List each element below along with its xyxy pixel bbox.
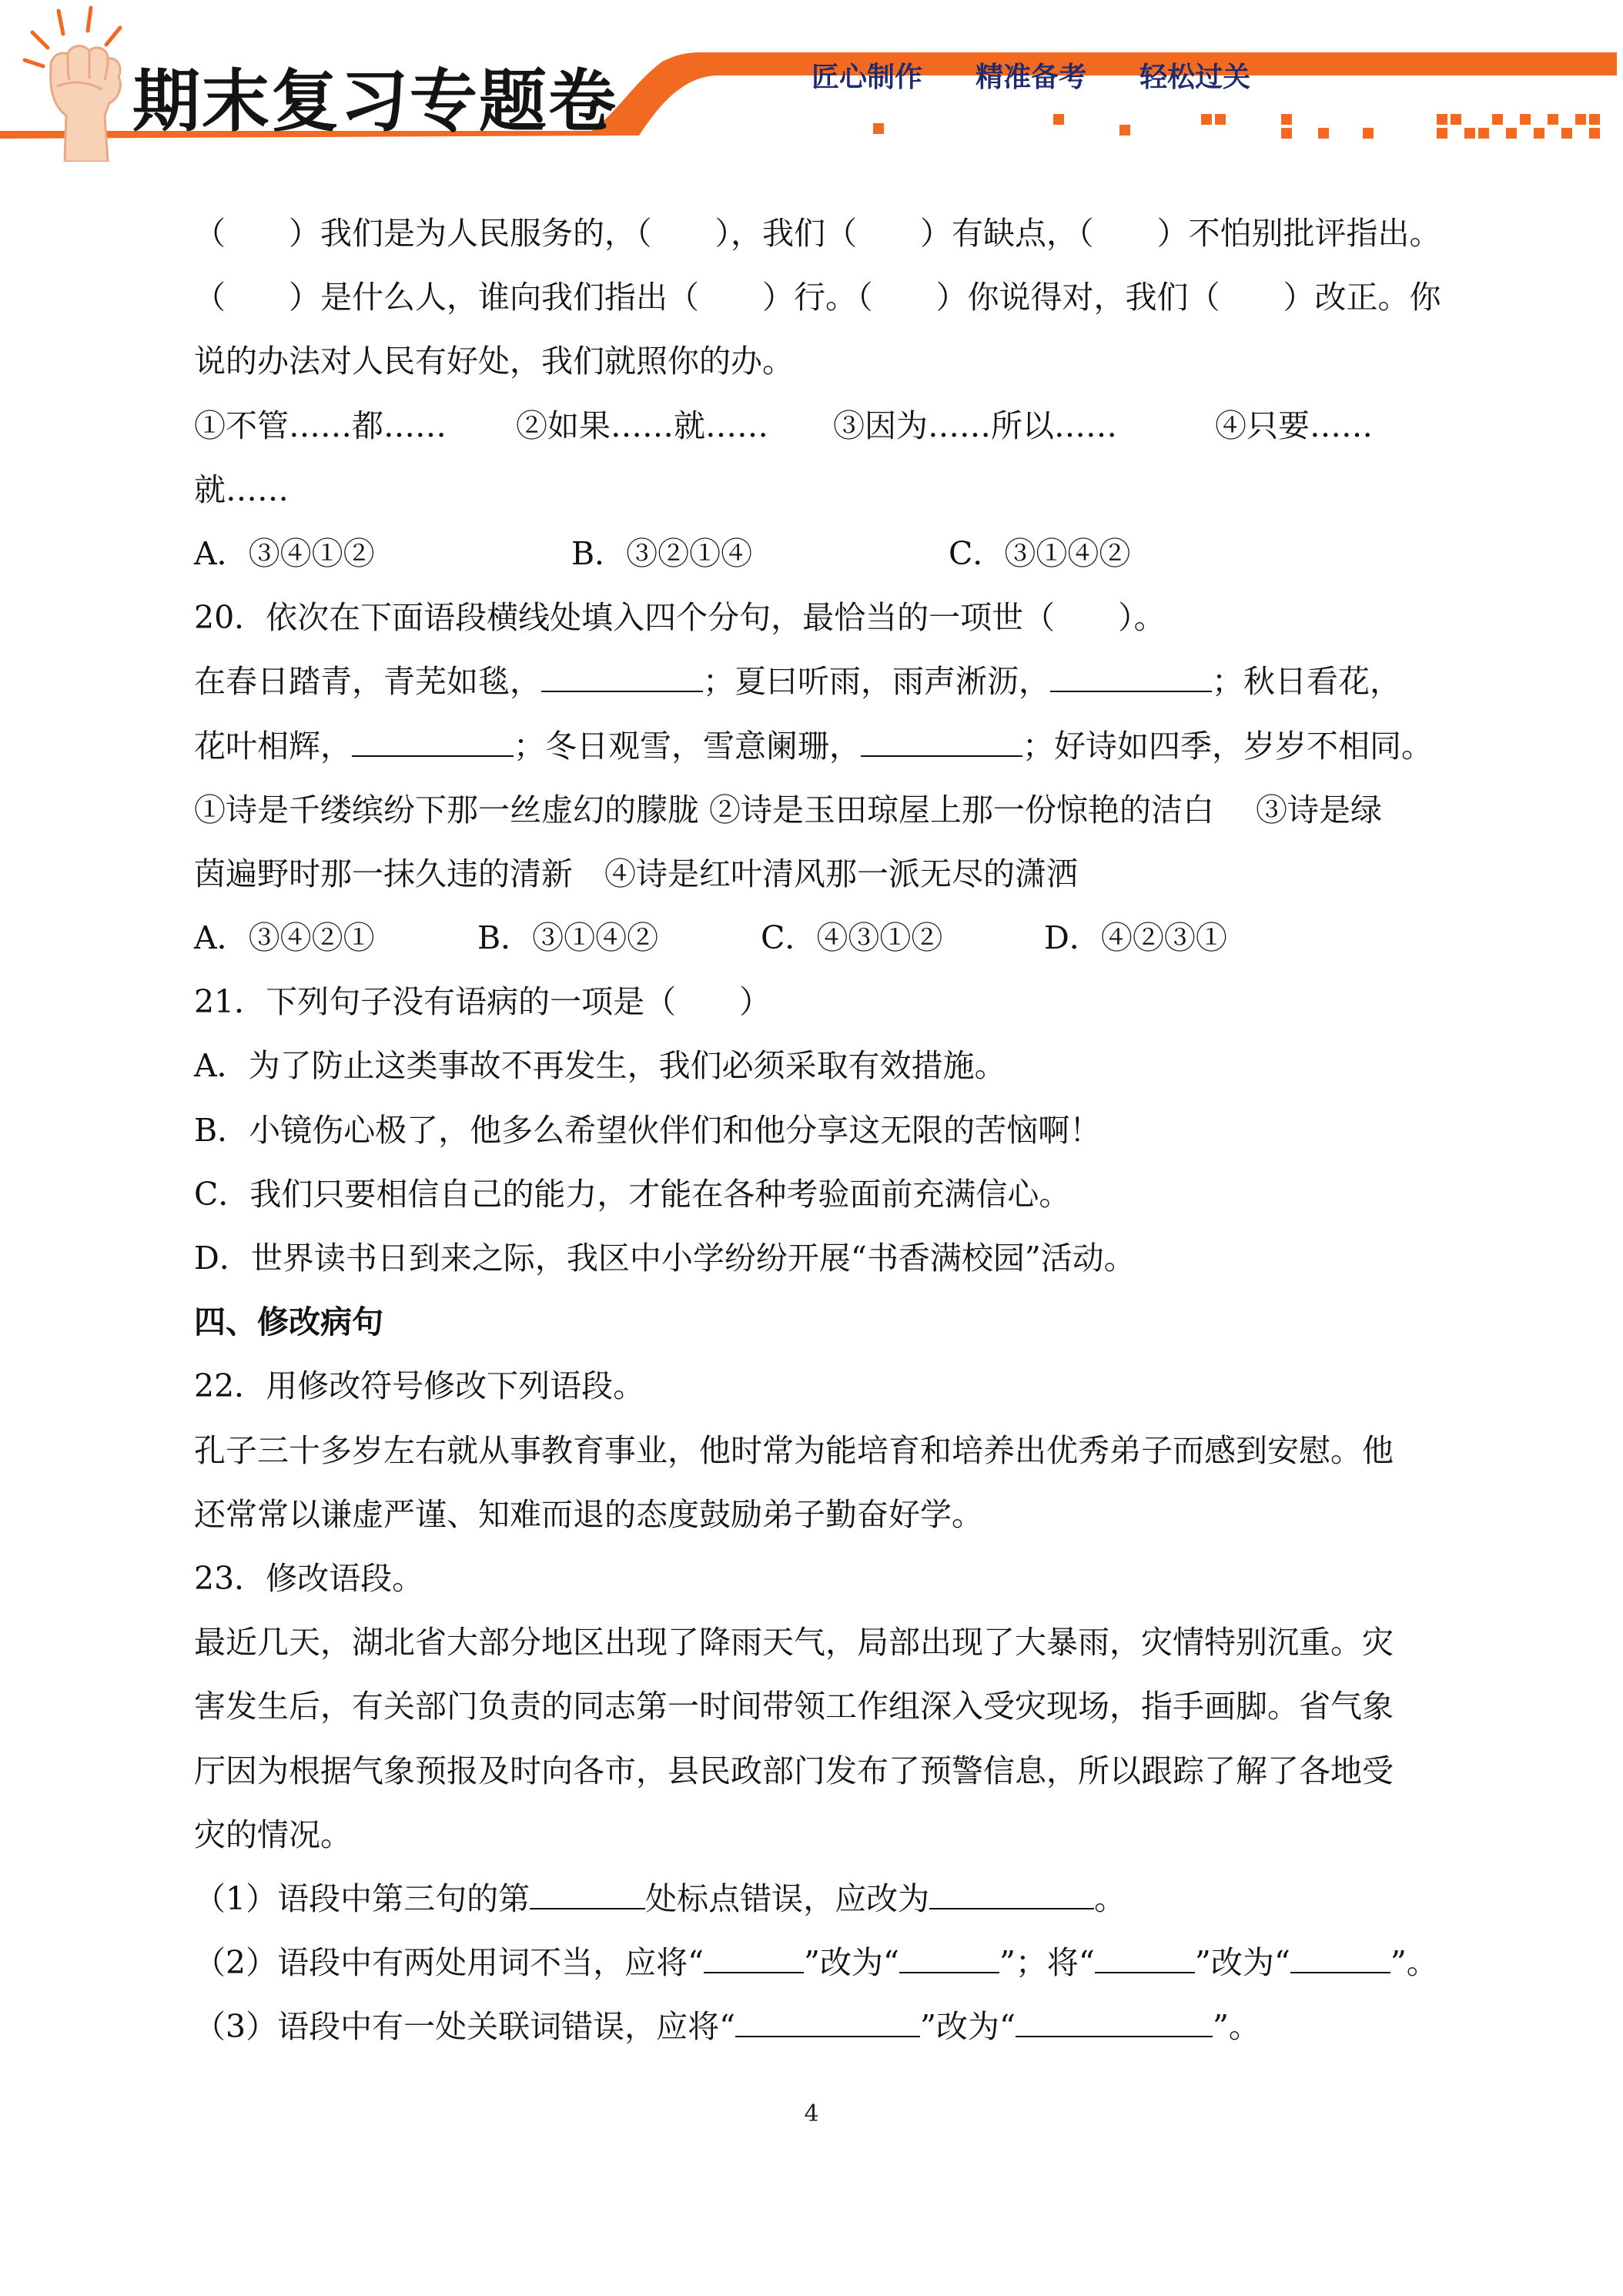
q21-option-d[interactable]: D．世界读书日到来之际，我区中小学纷纷开展“书香满校园”活动。 — [194, 1240, 1136, 1277]
q22-stem: 22．用修改符号修改下列语段。 — [194, 1367, 645, 1405]
q19-choices — [194, 394, 1457, 458]
q23-sub-1-text-c: 。 — [1094, 1879, 1126, 1917]
q19-options — [194, 522, 1457, 586]
section-4-title: 四、修改病句 — [194, 1304, 383, 1341]
q21-option-b[interactable]: B．小镜伤心极了，他多么希望伙伴们和他分享这无限的苦恼啊！ — [194, 1111, 1102, 1149]
q19-choice-4: ④只要…… — [1215, 407, 1373, 444]
q19-choice-1: ①不管……都…… — [194, 407, 447, 444]
q20-blank-2[interactable] — [1050, 664, 1212, 692]
q20-passage-2c: ；好诗如四季，岁岁不相同。 — [1022, 727, 1433, 765]
q23-passage-line-2: 害发生后，有关部门负责的同志第一时间带领工作组深入受灾现场，指手画脚。省气象 — [194, 1688, 1394, 1725]
q23-sub-2-text-d: ”改为“ — [1194, 1944, 1290, 1982]
q23-sub-2-text-c: ”；将“ — [999, 1944, 1095, 1982]
q23-sub-1-text-b: 处标点错误，应改为 — [645, 1879, 930, 1917]
q23-sub-1-blank-2[interactable] — [929, 1882, 1094, 1909]
q20-passage-1a: 在春日踏青，青芜如毯， — [194, 663, 541, 701]
q23-sub-3-blank-1[interactable] — [735, 2010, 920, 2037]
q23-stem: 23．修改语段。 — [194, 1559, 424, 1597]
page-header — [0, 0, 1623, 154]
q20-choices-line-2: 茵遍野时那一抹久违的清新 ④诗是红叶清风那一派无尽的潇洒 — [194, 855, 1078, 892]
q23-passage-line-3: 厅因为根据气象预报及时向各市，县民政部门发布了预警信息，所以跟踪了解了各地受 — [194, 1752, 1394, 1789]
q23-sub-3-text-c: ”。 — [1212, 2008, 1260, 2046]
q23-sub-3 — [194, 1995, 1457, 2059]
q20-option-b[interactable]: B．③①④② — [477, 919, 659, 957]
q20-passage-line-1 — [194, 650, 1457, 714]
q23-sub-3-text-b: ”改为“ — [920, 2008, 1016, 2046]
q20-passage-2b: ；冬日观雪，雪意阑珊， — [514, 727, 861, 765]
q20-passage-2a: 花叶相辉， — [194, 727, 352, 765]
q21-stem: 21．下列句子没有语病的一项是（ ） — [194, 983, 771, 1021]
q23-sub-1-text-a: （1）语段中第三句的第 — [194, 1879, 530, 1917]
q19-choice-4-cont: 就…… — [194, 470, 289, 508]
q23-sub-2-blank-4[interactable] — [1290, 1946, 1390, 1973]
q23-sub-2-text-a: （2）语段中有两处用词不当，应将“ — [194, 1944, 704, 1982]
q19-option-c[interactable]: C．③①④② — [949, 534, 1131, 572]
q19-line-3: 说的办法对人民有好处，我们就照你的办。 — [194, 343, 794, 380]
q23-sub-1-blank-1[interactable] — [530, 1882, 645, 1909]
q23-sub-2-text-b: ”改为“ — [804, 1944, 899, 1982]
header-title: 期末复习专题卷 — [132, 62, 618, 141]
q22-passage-line-2: 还常常以谦虚严谨、知难而退的态度鼓励弟子勤奋好学。 — [194, 1495, 983, 1533]
q22-passage-line-1: 孔子三十多岁左右就从事教育事业，他时常为能培育和培养出优秀弟子而感到安慰。他 — [194, 1431, 1394, 1469]
q23-sub-3-text-a: （3）语段中有一处关联词错误，应将“ — [194, 2008, 736, 2046]
q23-passage-line-4: 灾的情况。 — [194, 1816, 352, 1853]
q20-blank-3[interactable] — [352, 729, 514, 757]
q20-option-c[interactable]: C．④③①② — [761, 919, 943, 957]
q23-sub-2-blank-1[interactable] — [704, 1946, 804, 1973]
page-number: 4 — [804, 2100, 819, 2127]
q20-passage-1b: ；夏曰听雨，雨声淅沥， — [703, 663, 1050, 701]
q23-passage-line-1: 最近几天，湖北省大部分地区出现了降雨天气，局部出现了大暴雨，灾情特别沉重。灾 — [194, 1624, 1394, 1662]
q19-choice-2: ②如果……就…… — [516, 407, 768, 444]
q23-sub-2-text-e: ”。 — [1390, 1944, 1438, 1982]
q19-line-1: （ ）我们是为人民服务的，（ ），我们（ ）有缺点，（ ）不怕别批评指出。 — [194, 215, 1441, 252]
q21-option-a[interactable]: A．为了防止这类事故不再发生，我们必须采取有效措施。 — [194, 1047, 1006, 1085]
q23-sub-1 — [194, 1867, 1457, 1931]
q20-blank-1[interactable] — [541, 664, 703, 692]
q23-sub-2-blank-2[interactable] — [899, 1946, 999, 1973]
q23-sub-3-blank-2[interactable] — [1016, 2010, 1213, 2037]
q20-option-a[interactable]: A．③④②① — [194, 919, 375, 957]
q20-passage-1c: ；秋日看花， — [1212, 663, 1401, 701]
q20-blank-4[interactable] — [861, 729, 1022, 757]
header-slogan: 匠心制作 精准备考 轻松过关 — [812, 62, 1251, 93]
q23-sub-2-blank-3[interactable] — [1095, 1946, 1195, 1973]
q19-choice-3: ③因为……所以…… — [833, 407, 1117, 444]
fist-hand-icon — [11, 0, 134, 162]
q19-option-b[interactable]: B．③②①④ — [571, 534, 753, 572]
q19-option-a[interactable]: A．③④①② — [194, 534, 375, 572]
q19-line-2: （ ）是什么人，谁向我们指出（ ）行。（ ）你说得对，我们（ ）改正。你 — [194, 279, 1441, 316]
q20-options — [194, 906, 1457, 970]
q20-option-d[interactable]: D．④②③① — [1044, 919, 1227, 957]
q21-option-c[interactable]: C．我们只要相信自己的能力，才能在各种考验面前充满信心。 — [194, 1175, 1071, 1213]
exam-content — [194, 202, 1457, 2059]
q23-sub-2 — [194, 1931, 1457, 1995]
q20-passage-line-2 — [194, 715, 1457, 778]
q20-choices-line-1: ①诗是千缕缤纷下那一丝虚幻的朦胧 ②诗是玉田琼屋上那一份惊艳的洁白 ③诗是绿 — [194, 791, 1383, 828]
q20-stem: 20．依次在下面语段横线处填入四个分句，最恰当的一项世（ ）。 — [194, 599, 1166, 637]
